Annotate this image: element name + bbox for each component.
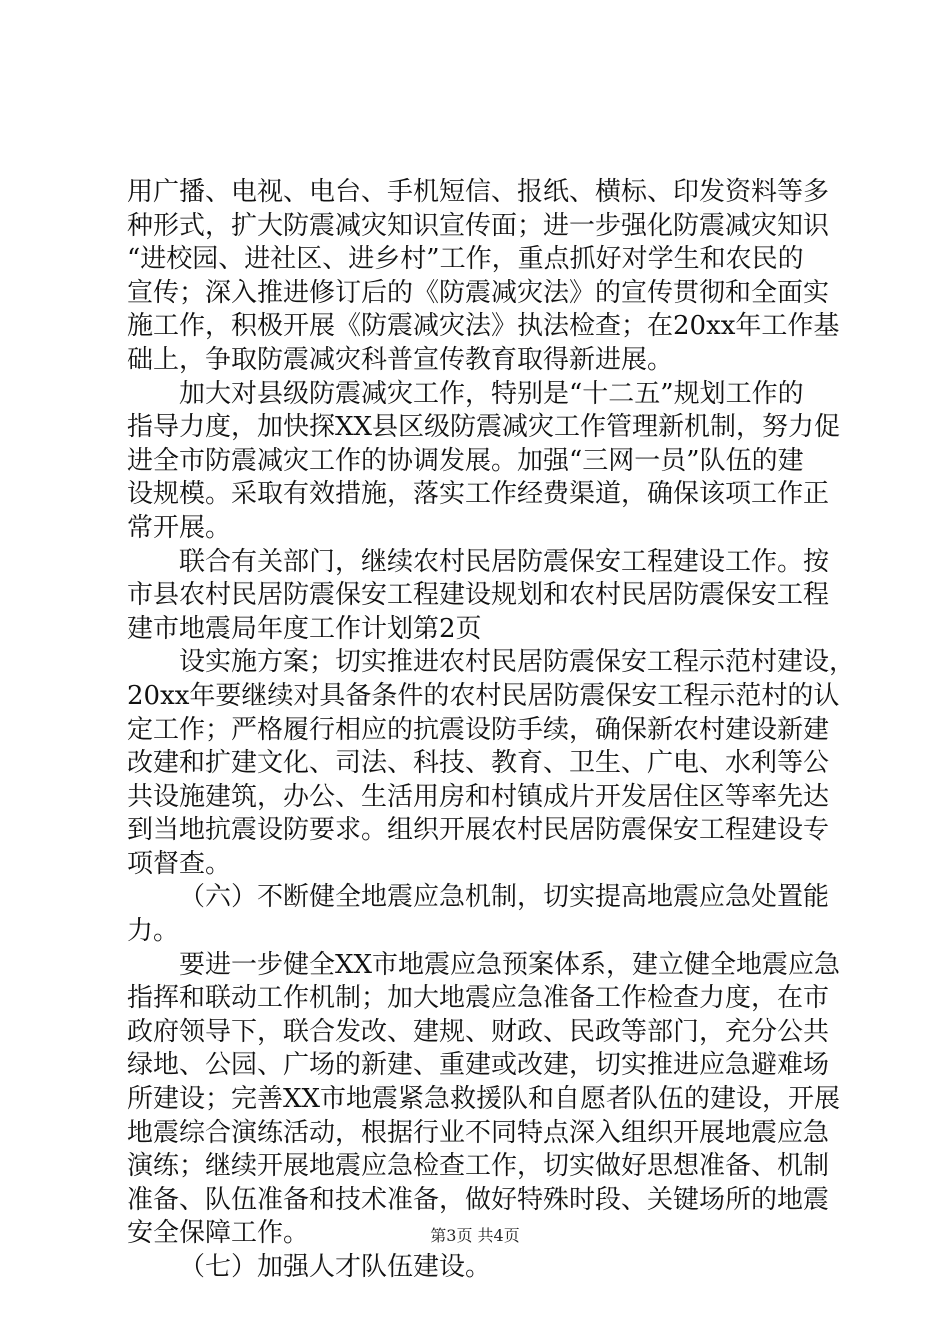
text-line: 政府领导下，联合发改、建规、财政、民政等部门，充分公共 bbox=[127, 1016, 830, 1047]
text-line: 项督查。 bbox=[127, 848, 232, 879]
text-line: “进校园、进社区、进乡村”工作，重点抓好对学生和农民的 bbox=[127, 244, 804, 275]
text-line: 进全市防震减灾工作的协调发展。加强“三网一员”队伍的建 bbox=[127, 445, 804, 476]
text-line: 20xx年要继续对具备条件的农村民居防震保安工程示范村的认 bbox=[127, 680, 840, 711]
text-line: 安全保障工作。 bbox=[127, 1218, 310, 1249]
section-heading-seven: （七）加强人才队伍建设。 bbox=[179, 1252, 492, 1282]
text-line: 力。 bbox=[127, 916, 180, 947]
text-line: 施工作，积极开展《防震减灾法》执法检查；在20xx年工作基 bbox=[127, 311, 840, 342]
text-line: 定工作；严格履行相应的抗震设防手续，确保新农村建设新建 bbox=[127, 714, 830, 745]
text-line: 建市地震局年度工作计划第2页 bbox=[127, 613, 482, 644]
text-line: 础上，争取防震减灾科普宣传教育取得新进展。 bbox=[127, 344, 674, 375]
paragraph-start-line: 联合有关部门，继续农村民居防震保安工程建设工作。按 bbox=[179, 546, 830, 577]
page-footer bbox=[0, 1223, 950, 1246]
text-line: 用广播、电视、电台、手机短信、报纸、横标、印发资料等多 bbox=[127, 177, 830, 207]
document-body bbox=[127, 176, 856, 1285]
text-line: 指导力度，加快探XX县区级防震减灾工作管理新机制，努力促 bbox=[127, 412, 841, 443]
text-line: 所建设；完善XX市地震紧急救援队和自愿者队伍的建设，开展 bbox=[127, 1084, 841, 1115]
text-line: 市县农村民居防震保安工程建设规划和农村民居防震保安工程 bbox=[127, 580, 830, 611]
paragraph-start-line: 设实施方案；切实推进农村民居防震保安工程示范村建设， bbox=[179, 647, 856, 678]
text-line: 指挥和联动工作机制；加大地震应急准备工作检查力度，在市 bbox=[127, 983, 830, 1014]
text-line: 种形式，扩大防震减灾知识宣传面；进一步强化防震减灾知识 bbox=[127, 210, 830, 241]
text-line: 设规模。采取有效措施，落实工作经费渠道，确保该项工作正 bbox=[127, 479, 830, 510]
text-line: 地震综合演练活动，根据行业不同特点深入组织开展地震应急 bbox=[127, 1117, 830, 1148]
text-line: 准备、队伍准备和技术准备，做好特殊时段、关键场所的地震 bbox=[127, 1184, 830, 1215]
paragraph-start-line: 加大对县级防震减灾工作，特别是“十二五”规划工作的 bbox=[179, 378, 804, 409]
text-line: 改建和扩建文化、司法、科技、教育、卫生、广电、水利等公 bbox=[127, 748, 830, 779]
text-line: 宣传；深入推进修订后的《防震减灾法》的宣传贯彻和全面实 bbox=[127, 277, 830, 308]
text-line: 共设施建筑，办公、生活用房和村镇成片开发居住区等率先达 bbox=[127, 781, 830, 812]
text-line: 演练；继续开展地震应急检查工作，切实做好思想准备、机制 bbox=[127, 1151, 830, 1182]
text-line: 常开展。 bbox=[127, 512, 232, 543]
text-line: 到当地抗震设防要求。组织开展农村民居防震保安工程建设专 bbox=[127, 815, 830, 846]
page-number-label: 第3页 共4页 bbox=[430, 1226, 520, 1245]
section-heading-six: （六）不断健全地震应急机制，切实提高地震应急处置能 bbox=[179, 882, 830, 913]
paragraph-start-line: 要进一步健全XX市地震应急预案体系，建立健全地震应急 bbox=[179, 949, 841, 980]
text-line: 绿地、公园、广场的新建、重建或改建，切实推进应急避难场 bbox=[127, 1050, 830, 1081]
